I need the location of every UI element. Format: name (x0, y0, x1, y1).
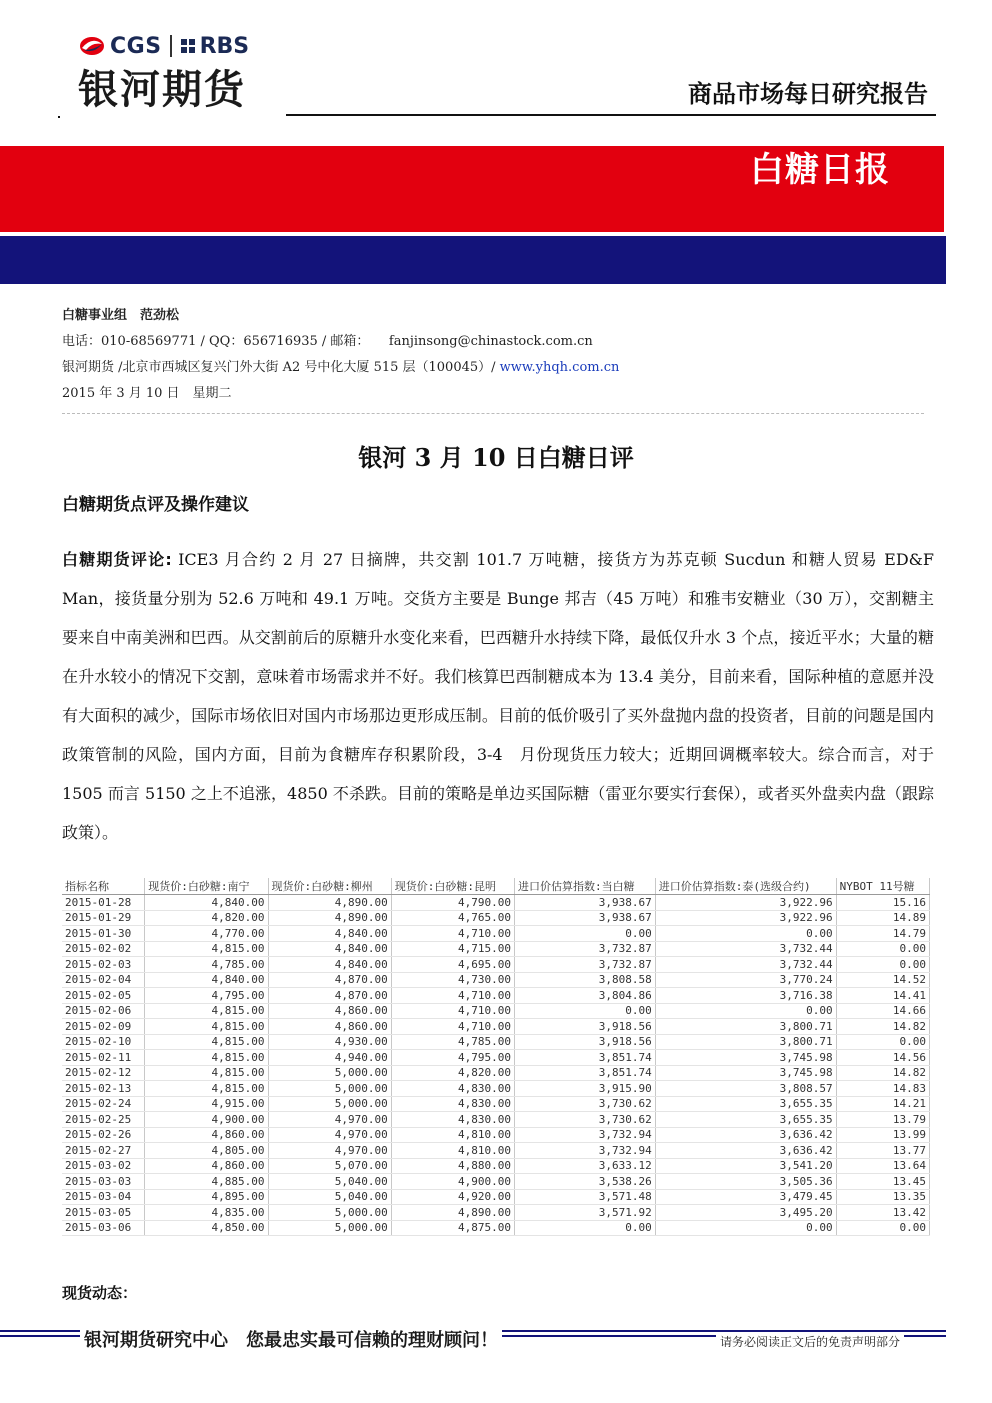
table-cell: 3,918.56 (515, 1034, 656, 1050)
table-cell: 2015-01-28 (62, 895, 145, 911)
table-header-cell: NYBOT 11号糖 (836, 878, 929, 895)
table-cell: 4,815.00 (145, 1065, 268, 1081)
table-cell: 4,790.00 (391, 895, 514, 911)
table-header-cell: 现货价:白砂糖:柳州 (268, 878, 391, 895)
table-cell: 2015-03-03 (62, 1174, 145, 1190)
table-cell: 2015-02-27 (62, 1143, 145, 1159)
table-cell: 3,732.87 (515, 941, 656, 957)
table-cell: 14.21 (836, 1096, 929, 1112)
table-cell: 2015-02-25 (62, 1112, 145, 1128)
table-cell: 3,938.67 (515, 895, 656, 911)
table-cell: 4,810.00 (391, 1143, 514, 1159)
footer-disclaimer: 请务必阅读正文后的免责声明部分 (716, 1333, 904, 1350)
table-cell: 5,070.00 (268, 1158, 391, 1174)
header-dot (58, 116, 60, 118)
table-cell: 4,840.00 (145, 972, 268, 988)
table-cell: 3,716.38 (655, 988, 836, 1004)
table-cell: 3,479.45 (655, 1189, 836, 1205)
table-cell: 4,920.00 (391, 1189, 514, 1205)
table-cell: 4,840.00 (268, 941, 391, 957)
table-cell: 4,970.00 (268, 1112, 391, 1128)
table-cell: 4,860.00 (145, 1127, 268, 1143)
table-cell: 4,970.00 (268, 1127, 391, 1143)
rbs-logo-icon (180, 38, 196, 54)
brand-chinese-name: 银河期货 (78, 67, 246, 113)
table-cell: 3,770.24 (655, 972, 836, 988)
table-cell: 0.00 (515, 926, 656, 942)
table-cell: 5,040.00 (268, 1189, 391, 1205)
table-row (62, 1065, 930, 1081)
table-row (62, 895, 930, 911)
navy-banner (0, 236, 946, 284)
table-cell: 4,860.00 (268, 1003, 391, 1019)
address-text: 银河期货 /北京市西城区复兴门外大街 A2 号中化大厦 515 层（100045）/ (62, 360, 500, 375)
table-cell: 3,732.87 (515, 957, 656, 973)
table-cell: 14.52 (836, 972, 929, 988)
table-cell: 3,571.48 (515, 1189, 656, 1205)
table-row (62, 1220, 930, 1236)
table-row (62, 1127, 930, 1143)
table-row (62, 1112, 930, 1128)
table-cell: 4,885.00 (145, 1174, 268, 1190)
table-cell: 13.79 (836, 1112, 929, 1128)
table-cell: 2015-01-30 (62, 926, 145, 942)
table-cell: 3,918.56 (515, 1019, 656, 1035)
table-cell: 2015-01-29 (62, 910, 145, 926)
table-cell: 2015-02-11 (62, 1050, 145, 1066)
table-cell: 0.00 (655, 1003, 836, 1019)
table-cell: 14.79 (836, 926, 929, 942)
table-cell: 2015-02-04 (62, 972, 145, 988)
table-cell: 2015-03-02 (62, 1158, 145, 1174)
table-cell: 4,860.00 (268, 1019, 391, 1035)
table-cell: 3,915.90 (515, 1081, 656, 1097)
table-row (62, 1003, 930, 1019)
table-cell: 3,732.94 (515, 1127, 656, 1143)
table-cell: 4,815.00 (145, 941, 268, 957)
brand-rbs: RBS (199, 33, 250, 59)
table-cell: 13.99 (836, 1127, 929, 1143)
table-cell: 3,730.62 (515, 1096, 656, 1112)
table-header-cell: 现货价:白砂糖:昆明 (391, 878, 514, 895)
table-cell: 5,000.00 (268, 1081, 391, 1097)
table-cell: 5,040.00 (268, 1174, 391, 1190)
table-cell: 3,655.35 (655, 1096, 836, 1112)
commentary-body: ICE3 月合约 2 月 27 日摘牌，共交割 101.7 万吨糖，接货方为苏克顿 Sucdun 和糖人贸易 ED&F Man，接货量分别为 52.6 万吨和 49.1 万吨。交货方主要是 Bunge 邦吉（45 万吨）和雅韦安糖业（30 万），交割糖主要来自中南美洲和巴西。从交割前后的原糖升水变化来看，巴西糖升水持续下降，最低仅升水 3 个点，接近平水；大量的糖在升水较小的情况下交割，意味着市场需求并不好。我们核算巴西制糖成本为 13.4 美分，目前来看，国际种植的意愿并没有大面积的减少，国际市场依旧对国内市场那边更形成压制。目前的低价吸引了买外盘抛内盘的投资者，目前的问题是国内政策管制的风险，国内方面，目前为食糖库存积累阶段，3-4 月份现货压力较大；近期回调概率较大。综合而言，对于 1505 而言 5150 之上不追涨，4850 不杀跌。目前的策略是单边买国际糖（雷亚尔要实行套保），或者买外盘卖内盘（跟踪政策）。 (62, 550, 934, 842)
table-row (62, 988, 930, 1004)
table-cell: 4,840.00 (268, 957, 391, 973)
table-cell: 3,636.42 (655, 1143, 836, 1159)
table-cell: 4,810.00 (391, 1127, 514, 1143)
table-row (62, 1096, 930, 1112)
table-cell: 2015-02-03 (62, 957, 145, 973)
table-cell: 2015-03-04 (62, 1189, 145, 1205)
table-cell: 4,710.00 (391, 1019, 514, 1035)
table-cell: 4,890.00 (268, 910, 391, 926)
table-cell: 4,970.00 (268, 1143, 391, 1159)
table-row (62, 1205, 930, 1221)
author-contact: 电话：010-68569771 / QQ：656716935 / 邮箱： fanjinsong@chinastock.com.cn (62, 334, 593, 349)
table-cell: 3,851.74 (515, 1065, 656, 1081)
banner-title: 白糖日报 (750, 150, 890, 190)
table-cell: 2015-02-06 (62, 1003, 145, 1019)
table-body (62, 895, 930, 1236)
table-cell: 4,710.00 (391, 926, 514, 942)
table-cell: 14.82 (836, 1065, 929, 1081)
table-cell: 3,732.44 (655, 941, 836, 957)
table-cell: 4,785.00 (391, 1034, 514, 1050)
commentary-lead: 白糖期货评论: (62, 550, 172, 569)
table-cell: 2015-02-26 (62, 1127, 145, 1143)
table-row (62, 926, 930, 942)
table-header-cell: 进口价估算指数:当白糖 (515, 878, 656, 895)
table-cell: 3,804.86 (515, 988, 656, 1004)
table-row (62, 972, 930, 988)
table-cell: 14.82 (836, 1019, 929, 1035)
title-banner (0, 146, 944, 232)
price-data-table (62, 878, 930, 1236)
table-cell: 14.56 (836, 1050, 929, 1066)
footer-slogan: 银河期货研究中心 您最忠实最可信赖的理财顾问！ (80, 1326, 502, 1352)
table-cell: 5,000.00 (268, 1205, 391, 1221)
table-cell: 3,745.98 (655, 1065, 836, 1081)
table-cell: 3,655.35 (655, 1112, 836, 1128)
table-cell: 4,765.00 (391, 910, 514, 926)
table-cell: 2015-03-05 (62, 1205, 145, 1221)
table-cell: 14.41 (836, 988, 929, 1004)
table-header-cell: 进口价估算指数:泰(选级合约) (655, 878, 836, 895)
table-header-cell: 指标名称 (62, 878, 145, 895)
table-cell: 5,000.00 (268, 1096, 391, 1112)
table-cell: 14.66 (836, 1003, 929, 1019)
table-row (62, 1174, 930, 1190)
table-cell: 13.35 (836, 1189, 929, 1205)
table-cell: 4,875.00 (391, 1220, 514, 1236)
table-cell: 4,900.00 (145, 1112, 268, 1128)
table-cell: 4,715.00 (391, 941, 514, 957)
brand-separator (170, 35, 172, 57)
logo-brand-row (78, 30, 278, 62)
table-header-cell: 现货价:白砂糖:南宁 (145, 878, 268, 895)
table-cell: 4,815.00 (145, 1003, 268, 1019)
table-cell: 2015-03-06 (62, 1220, 145, 1236)
table-cell: 3,922.96 (655, 895, 836, 911)
table-cell: 0.00 (836, 1034, 929, 1050)
table-cell: 2015-02-02 (62, 941, 145, 957)
table-cell: 3,495.20 (655, 1205, 836, 1221)
company-logo (78, 30, 278, 114)
table-cell: 4,710.00 (391, 988, 514, 1004)
table-cell: 4,830.00 (391, 1096, 514, 1112)
table-cell: 4,840.00 (145, 895, 268, 911)
table-cell: 3,633.12 (515, 1158, 656, 1174)
table-cell: 13.64 (836, 1158, 929, 1174)
table-cell: 14.83 (836, 1081, 929, 1097)
table-row (62, 1081, 930, 1097)
author-group: 白糖事业组 范劲松 (62, 308, 180, 323)
report-type-title: 商品市场每日研究报告 (688, 80, 928, 108)
commentary-paragraph (62, 540, 934, 852)
table-cell: 2015-02-09 (62, 1019, 145, 1035)
table-cell: 4,890.00 (268, 895, 391, 911)
section-heading-spot: 现货动态： (62, 1284, 138, 1302)
table-cell: 4,770.00 (145, 926, 268, 942)
table-cell: 2015-02-05 (62, 988, 145, 1004)
table-cell: 4,915.00 (145, 1096, 268, 1112)
table-cell: 3,745.98 (655, 1050, 836, 1066)
author-address (62, 356, 619, 375)
table-cell: 4,835.00 (145, 1205, 268, 1221)
table-cell: 4,820.00 (145, 910, 268, 926)
table-cell: 3,730.62 (515, 1112, 656, 1128)
table-cell: 2015-02-12 (62, 1065, 145, 1081)
table-cell: 2015-02-24 (62, 1096, 145, 1112)
table-row (62, 1019, 930, 1035)
table-cell: 4,880.00 (391, 1158, 514, 1174)
table-cell: 3,922.96 (655, 910, 836, 926)
table-cell: 0.00 (836, 941, 929, 957)
table-cell: 4,895.00 (145, 1189, 268, 1205)
table-row (62, 941, 930, 957)
table-cell: 4,870.00 (268, 972, 391, 988)
table-row (62, 957, 930, 973)
table-row (62, 1158, 930, 1174)
table-cell: 4,890.00 (391, 1205, 514, 1221)
table-cell: 4,900.00 (391, 1174, 514, 1190)
table-cell: 4,815.00 (145, 1019, 268, 1035)
table-cell: 4,815.00 (145, 1081, 268, 1097)
table-cell: 4,830.00 (391, 1112, 514, 1128)
table-cell: 3,732.94 (515, 1143, 656, 1159)
table-cell: 4,795.00 (391, 1050, 514, 1066)
brand-cgs: CGS (110, 33, 162, 59)
table-cell: 3,808.58 (515, 972, 656, 988)
dashed-divider (62, 413, 924, 414)
table-cell: 3,636.42 (655, 1127, 836, 1143)
table-cell: 13.45 (836, 1174, 929, 1190)
table-cell: 3,938.67 (515, 910, 656, 926)
table-cell: 4,830.00 (391, 1081, 514, 1097)
table-cell: 4,815.00 (145, 1050, 268, 1066)
table-cell: 2015-02-13 (62, 1081, 145, 1097)
table-cell: 0.00 (515, 1003, 656, 1019)
table-cell: 4,805.00 (145, 1143, 268, 1159)
report-date: 2015 年 3 月 10 日 星期二 (62, 386, 232, 401)
table-cell: 4,785.00 (145, 957, 268, 973)
table-cell: 3,800.71 (655, 1019, 836, 1035)
table-cell: 3,732.44 (655, 957, 836, 973)
table-cell: 4,840.00 (268, 926, 391, 942)
section-heading-commentary: 白糖期货点评及操作建议 (62, 495, 249, 515)
table-cell: 4,850.00 (145, 1220, 268, 1236)
table-cell: 3,808.57 (655, 1081, 836, 1097)
table-cell: 5,000.00 (268, 1220, 391, 1236)
table-cell: 4,795.00 (145, 988, 268, 1004)
table-cell: 3,800.71 (655, 1034, 836, 1050)
table-cell: 14.89 (836, 910, 929, 926)
table-cell: 13.77 (836, 1143, 929, 1159)
table-cell: 4,815.00 (145, 1034, 268, 1050)
document-title: 银河 3 月 10 日白糖日评 (358, 443, 634, 472)
table-cell: 3,851.74 (515, 1050, 656, 1066)
table-row (62, 1189, 930, 1205)
swirl-logo-icon (78, 34, 106, 58)
table-cell: 13.42 (836, 1205, 929, 1221)
table-cell: 0.00 (836, 1220, 929, 1236)
table-cell: 4,930.00 (268, 1034, 391, 1050)
table-cell: 4,870.00 (268, 988, 391, 1004)
table-cell: 4,695.00 (391, 957, 514, 973)
table-cell: 2015-02-10 (62, 1034, 145, 1050)
table-cell: 0.00 (836, 957, 929, 973)
table-cell: 0.00 (515, 1220, 656, 1236)
table-cell: 0.00 (655, 1220, 836, 1236)
table-cell: 4,820.00 (391, 1065, 514, 1081)
website-link[interactable]: www.yhqh.com.cn (499, 360, 620, 375)
header-rule (286, 114, 936, 116)
table-header-row (62, 878, 930, 895)
table-row (62, 1034, 930, 1050)
table-cell: 5,000.00 (268, 1065, 391, 1081)
table-row (62, 910, 930, 926)
table-row (62, 1050, 930, 1066)
table-cell: 3,541.20 (655, 1158, 836, 1174)
table-cell: 4,940.00 (268, 1050, 391, 1066)
table-cell: 15.16 (836, 895, 929, 911)
table-cell: 4,860.00 (145, 1158, 268, 1174)
table-row (62, 1143, 930, 1159)
table-cell: 3,571.92 (515, 1205, 656, 1221)
table-cell: 4,710.00 (391, 1003, 514, 1019)
table-cell: 3,505.36 (655, 1174, 836, 1190)
table-cell: 4,730.00 (391, 972, 514, 988)
table-cell: 3,538.26 (515, 1174, 656, 1190)
table-cell: 0.00 (655, 926, 836, 942)
